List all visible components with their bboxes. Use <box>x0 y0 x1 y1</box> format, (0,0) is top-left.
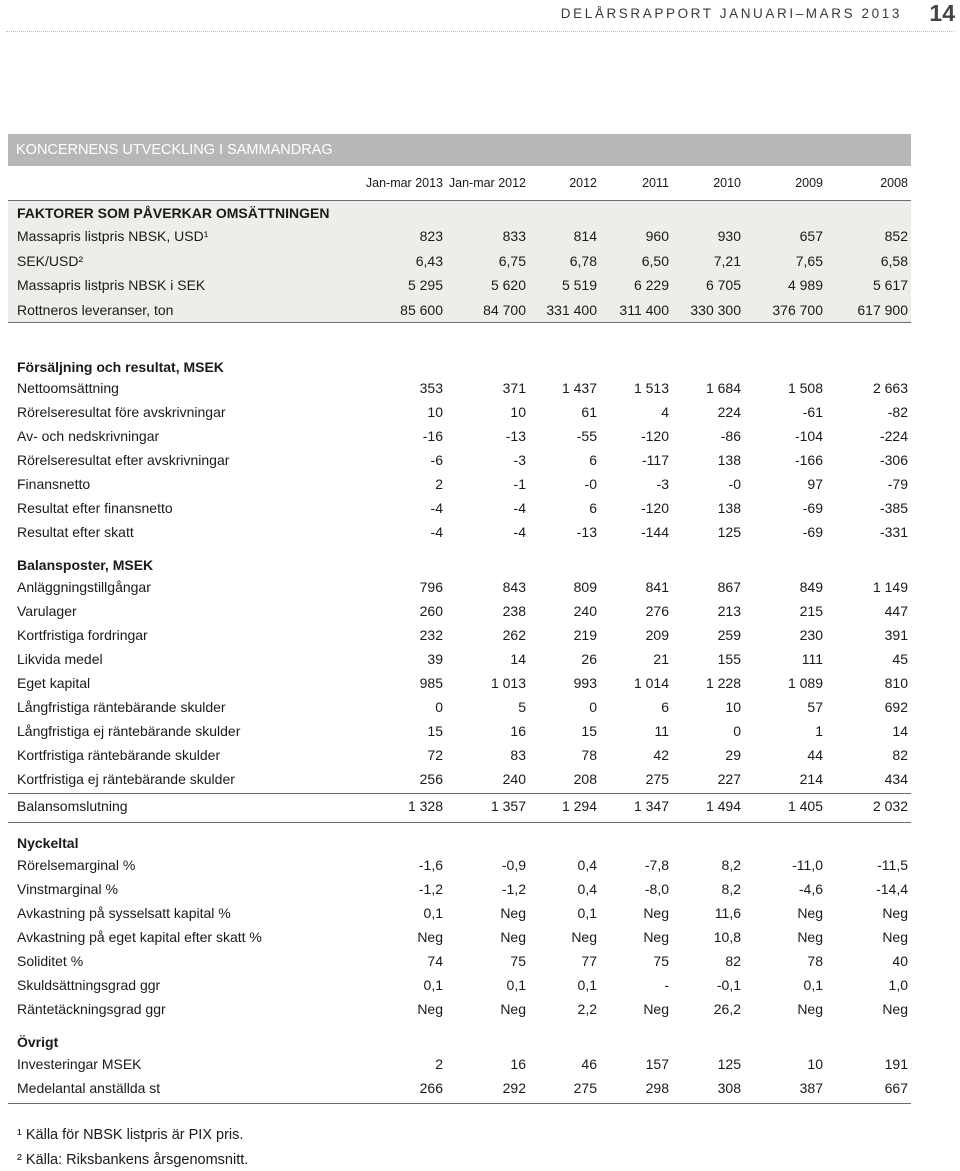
row-label: Rörelseresultat efter avskrivningar <box>17 452 230 468</box>
cell: 232 <box>419 627 443 643</box>
cell: 292 <box>502 1080 526 1096</box>
cell: -3 <box>513 452 526 468</box>
table-row <box>0 627 960 647</box>
column-header: 2011 <box>642 176 669 190</box>
table-row <box>0 428 960 448</box>
table-row <box>0 1080 960 1100</box>
cell: 219 <box>573 627 597 643</box>
table-rule <box>8 1103 911 1104</box>
cell: 311 400 <box>619 302 669 319</box>
cell: 371 <box>502 380 526 396</box>
cell: -79 <box>887 476 908 492</box>
cell: -13 <box>505 428 526 444</box>
cell: 796 <box>419 579 443 595</box>
cell: 434 <box>884 771 908 787</box>
cell: 209 <box>645 627 669 643</box>
cell: -55 <box>576 428 597 444</box>
cell: 78 <box>807 953 823 969</box>
cell: 138 <box>717 500 741 516</box>
cell: 1 513 <box>633 380 669 396</box>
cell: 809 <box>573 579 597 595</box>
table-row <box>0 747 960 767</box>
cell: 391 <box>884 627 908 643</box>
cell: -1,6 <box>418 857 443 873</box>
table-row <box>0 857 960 877</box>
cell: 224 <box>717 404 741 420</box>
cell: -0,9 <box>501 857 526 873</box>
cell: Neg <box>797 1001 823 1017</box>
cell: 155 <box>717 651 741 667</box>
row-label: Soliditet % <box>17 953 84 969</box>
cell: 657 <box>799 228 823 244</box>
table-row <box>0 452 960 472</box>
cell: 208 <box>573 771 597 787</box>
cell: 2 663 <box>872 380 908 396</box>
cell: -4 <box>513 524 526 540</box>
table-row <box>0 699 960 719</box>
cell: 78 <box>581 747 597 763</box>
cell: 266 <box>419 1080 443 1096</box>
group2-title: Försäljning och resultat, MSEK <box>17 359 224 375</box>
row-label: Resultat efter skatt <box>17 524 134 540</box>
table-row <box>0 603 960 623</box>
cell: 82 <box>725 953 741 969</box>
cell: -0 <box>728 476 741 492</box>
cell: 1 089 <box>787 675 823 691</box>
cell: 6 <box>589 500 597 516</box>
cell: 0,1 <box>423 977 443 993</box>
cell: 75 <box>653 953 669 969</box>
cell: 7,21 <box>713 252 741 269</box>
table-row <box>0 771 960 791</box>
cell: 0,4 <box>577 881 597 897</box>
column-header: 2008 <box>880 176 908 190</box>
cell: 8,2 <box>721 857 741 873</box>
cell: 46 <box>581 1056 597 1072</box>
cell: 157 <box>645 1056 669 1072</box>
cell: 1 508 <box>787 380 823 396</box>
cell: 77 <box>581 953 597 969</box>
cell: Neg <box>882 929 908 945</box>
cell: 11,6 <box>714 905 741 921</box>
row-label: Massapris listpris NBSK, USD¹ <box>17 228 209 244</box>
cell: 867 <box>717 579 741 595</box>
cell: 138 <box>717 452 741 468</box>
cell: 667 <box>884 1080 908 1096</box>
table-row <box>0 476 960 496</box>
cell: 40 <box>892 953 908 969</box>
row-label: Avkastning på sysselsatt kapital % <box>17 905 231 921</box>
row-label: Nettoomsättning <box>17 380 119 396</box>
cell: 0 <box>435 699 443 715</box>
cell: 74 <box>427 953 443 969</box>
table-row <box>0 404 960 424</box>
cell: 1 347 <box>633 798 669 814</box>
cell: -166 <box>794 452 823 468</box>
cell: 6 229 <box>633 277 669 294</box>
cell: 5 295 <box>407 277 443 294</box>
cell: 57 <box>807 699 823 715</box>
cell: 387 <box>799 1080 823 1096</box>
cell: 1 013 <box>490 675 526 691</box>
cell: -11,5 <box>877 857 908 873</box>
cell: Neg <box>643 1001 669 1017</box>
cell: 5 519 <box>561 277 597 294</box>
column-header: Jan-mar 2012 <box>448 176 526 190</box>
table-row-total <box>0 798 960 818</box>
cell: 39 <box>427 651 443 667</box>
cell: 0,1 <box>577 905 597 921</box>
cell: 227 <box>717 771 741 787</box>
cell: 5 617 <box>872 277 908 294</box>
cell: 1 328 <box>407 798 443 814</box>
cell: Neg <box>882 905 908 921</box>
cell: 814 <box>573 228 597 244</box>
table-row <box>0 953 960 973</box>
row-label: Varulager <box>17 603 77 619</box>
column-header: 2010 <box>713 176 741 190</box>
row-label: Kortfristiga ej räntebärande skulder <box>17 771 235 787</box>
table-rule <box>8 200 911 201</box>
cell: 21 <box>653 651 669 667</box>
cell: 10 <box>427 404 443 420</box>
cell: 16 <box>510 723 526 739</box>
cell: -69 <box>802 524 823 540</box>
cell: 97 <box>807 476 823 492</box>
cell: 14 <box>510 651 526 667</box>
row-label: Långfristiga räntebärande skulder <box>17 699 226 715</box>
cell: 0,1 <box>803 977 823 993</box>
table-rule <box>8 822 911 823</box>
cell: 993 <box>573 675 597 691</box>
cell: 0 <box>733 723 741 739</box>
cell: 1 <box>815 723 823 739</box>
cell: -224 <box>879 428 908 444</box>
row-label: Rörelseresultat före avskrivningar <box>17 404 226 420</box>
row-label: Anläggningstillgångar <box>17 579 151 595</box>
cell: -144 <box>640 524 669 540</box>
cell: 1 437 <box>561 380 597 396</box>
cell: 353 <box>419 380 443 396</box>
group4-title: Nyckeltal <box>17 835 79 851</box>
cell: Neg <box>500 929 526 945</box>
table-row <box>0 500 960 520</box>
cell: Neg <box>417 929 443 945</box>
cell: -104 <box>794 428 823 444</box>
row-label: Likvida medel <box>17 651 103 667</box>
cell: 617 900 <box>857 302 908 319</box>
table-row <box>0 524 960 544</box>
cell: 256 <box>419 771 443 787</box>
cell: -8,0 <box>644 881 669 897</box>
header-divider <box>6 31 954 32</box>
table-row <box>0 675 960 695</box>
cell: 6 705 <box>705 277 741 294</box>
row-label: Kortfristiga räntebärande skulder <box>17 747 221 763</box>
cell: 6,50 <box>641 252 669 269</box>
cell: 15 <box>427 723 443 739</box>
cell: 260 <box>419 603 443 619</box>
footnote: ² Källa: Riksbankens årsgenomsnitt. <box>17 1152 249 1168</box>
cell: 29 <box>725 747 741 763</box>
table-row <box>0 929 960 949</box>
cell: 2 <box>435 476 443 492</box>
section-title: KONCERNENS UTVECKLING I SAMMANDRAG <box>16 142 333 158</box>
cell: 82 <box>892 747 908 763</box>
cell: 2 <box>435 1056 443 1072</box>
table-row <box>0 579 960 599</box>
cell: 1 149 <box>872 579 908 595</box>
cell: 84 700 <box>483 302 526 319</box>
cell: -0,1 <box>716 977 741 993</box>
page-number: 14 <box>929 0 955 26</box>
cell: 72 <box>427 747 443 763</box>
cell: -306 <box>879 452 908 468</box>
table-row <box>0 228 960 248</box>
group3-title: Balansposter, MSEK <box>17 557 154 573</box>
cell: 10 <box>510 404 526 420</box>
cell: 2 032 <box>872 798 908 814</box>
cell: 42 <box>653 747 669 763</box>
column-header: 2012 <box>569 176 597 190</box>
cell: 6 <box>589 452 597 468</box>
cell: -4 <box>513 500 526 516</box>
row-label: Kortfristiga fordringar <box>17 627 148 643</box>
column-header-row <box>0 176 960 196</box>
cell: 10 <box>807 1056 823 1072</box>
cell: 1 014 <box>633 675 669 691</box>
cell: -86 <box>720 428 741 444</box>
table-rule <box>8 793 911 794</box>
cell: 11 <box>654 723 669 739</box>
cell: 6,78 <box>569 252 597 269</box>
cell: -4 <box>430 500 443 516</box>
cell: Neg <box>797 929 823 945</box>
cell: 275 <box>573 1080 597 1096</box>
column-header: 2009 <box>795 176 823 190</box>
cell: Neg <box>417 1001 443 1017</box>
cell: 230 <box>799 627 823 643</box>
table-row <box>0 723 960 743</box>
cell: Neg <box>643 905 669 921</box>
cell: 262 <box>502 627 526 643</box>
row-label: Vinstmarginal % <box>17 881 118 897</box>
row-label: Rörelsemarginal % <box>17 857 136 873</box>
table-row <box>0 1056 960 1076</box>
cell: 849 <box>799 579 823 595</box>
cell: -117 <box>642 452 669 468</box>
cell: 330 300 <box>690 302 741 319</box>
cell: Neg <box>797 905 823 921</box>
cell: Neg <box>500 905 526 921</box>
cell: 238 <box>502 603 526 619</box>
cell: -61 <box>802 404 823 420</box>
row-label: Eget kapital <box>17 675 91 691</box>
cell: -120 <box>640 500 669 516</box>
cell: 276 <box>645 603 669 619</box>
row-label: Av- och nedskrivningar <box>17 428 160 444</box>
cell: 0,1 <box>506 977 526 993</box>
cell: 0 <box>589 699 597 715</box>
row-label: Långfristiga ej räntebärande skulder <box>17 723 241 739</box>
cell: -0 <box>584 476 597 492</box>
cell: 1 684 <box>705 380 741 396</box>
cell: 8,2 <box>721 881 741 897</box>
row-label: Finansnetto <box>17 476 91 492</box>
cell: -69 <box>802 500 823 516</box>
table-row <box>0 881 960 901</box>
table-row <box>0 1001 960 1021</box>
table-row <box>0 380 960 400</box>
cell: 1 405 <box>787 798 823 814</box>
footnote: ¹ Källa för NBSK listpris är PIX pris. <box>17 1127 244 1143</box>
cell: -16 <box>422 428 443 444</box>
row-label: Rottneros leveranser, ton <box>17 302 174 319</box>
cell: 75 <box>510 953 526 969</box>
cell: 6 <box>661 699 669 715</box>
cell: 240 <box>573 603 597 619</box>
table-row <box>0 905 960 925</box>
cell: 843 <box>502 579 526 595</box>
cell: -7,8 <box>644 857 669 873</box>
row-label: Resultat efter finansnetto <box>17 500 173 516</box>
cell: 83 <box>510 747 526 763</box>
table-row <box>0 253 960 273</box>
cell: 16 <box>510 1056 526 1072</box>
cell: 259 <box>717 627 741 643</box>
cell: 5 <box>518 699 526 715</box>
cell: 4 989 <box>787 277 823 294</box>
cell: 447 <box>884 603 908 619</box>
cell: 240 <box>502 771 526 787</box>
cell: 44 <box>807 747 823 763</box>
cell: 215 <box>799 603 823 619</box>
cell: -4 <box>430 524 443 540</box>
cell: Neg <box>571 929 597 945</box>
cell: -120 <box>640 428 669 444</box>
cell: 692 <box>884 699 908 715</box>
cell: -11,0 <box>792 857 823 873</box>
cell: 7,65 <box>795 252 823 269</box>
cell: 10 <box>725 699 741 715</box>
cell: 960 <box>645 228 669 244</box>
cell: 15 <box>581 723 597 739</box>
column-header: Jan-mar 2013 <box>365 176 443 190</box>
cell: -82 <box>887 404 908 420</box>
cell: 6,58 <box>880 252 908 269</box>
cell: 45 <box>892 651 908 667</box>
cell: -14,4 <box>876 881 908 897</box>
report-title: DELÅRSRAPPORT JANUARI–MARS 2013 <box>560 6 902 21</box>
table-row <box>0 302 960 322</box>
cell: -6 <box>430 452 443 468</box>
cell: -4,6 <box>798 881 823 897</box>
row-label: Skuldsättningsgrad ggr <box>17 977 161 993</box>
cell: 0,1 <box>577 977 597 993</box>
cell: 852 <box>884 228 908 244</box>
cell: -13 <box>576 524 597 540</box>
cell: 298 <box>645 1080 669 1096</box>
table-row <box>0 277 960 297</box>
cell: 1,0 <box>888 977 908 993</box>
cell: 14 <box>892 723 908 739</box>
cell: 111 <box>801 651 823 667</box>
cell: 6,75 <box>498 252 526 269</box>
cell: Neg <box>500 1001 526 1017</box>
cell: 1 357 <box>490 798 526 814</box>
cell: 125 <box>717 524 741 540</box>
cell: 833 <box>502 228 526 244</box>
cell: -331 <box>879 524 908 540</box>
cell: 26,2 <box>713 1001 741 1017</box>
cell: 85 600 <box>400 302 443 319</box>
cell: 1 294 <box>561 798 597 814</box>
cell: -1 <box>513 476 526 492</box>
cell: 841 <box>645 579 669 595</box>
cell: 308 <box>717 1080 741 1096</box>
cell: 331 400 <box>546 302 597 319</box>
cell: Neg <box>882 1001 908 1017</box>
cell: -385 <box>879 500 908 516</box>
cell: 5 620 <box>490 277 526 294</box>
cell: 376 700 <box>772 302 823 319</box>
cell: 0,4 <box>577 857 597 873</box>
row-label: Avkastning på eget kapital efter skatt % <box>17 929 262 945</box>
row-label: Balansomslutning <box>17 798 128 814</box>
cell: - <box>664 977 669 993</box>
cell: 275 <box>645 771 669 787</box>
row-label: Medelantal anställda st <box>17 1080 161 1096</box>
row-label: Investeringar MSEK <box>17 1056 142 1072</box>
cell: 1 228 <box>705 675 741 691</box>
group1-title: FAKTORER SOM PÅVERKAR OMSÄTTNINGEN <box>17 205 330 221</box>
cell: 214 <box>799 771 823 787</box>
cell: 125 <box>717 1056 741 1072</box>
cell: 213 <box>717 603 741 619</box>
cell: -3 <box>656 476 669 492</box>
cell: 61 <box>581 404 597 420</box>
table-row <box>0 651 960 671</box>
cell: 823 <box>419 228 443 244</box>
cell: 985 <box>419 675 443 691</box>
cell: 810 <box>884 675 908 691</box>
cell: Neg <box>643 929 669 945</box>
row-label: Massapris listpris NBSK i SEK <box>17 277 206 294</box>
row-label: SEK/USD² <box>17 252 84 269</box>
cell: 2,2 <box>577 1001 597 1017</box>
cell: 10,8 <box>713 929 741 945</box>
cell: -1,2 <box>501 881 526 897</box>
row-label: Räntetäckningsgrad ggr <box>17 1001 166 1017</box>
cell: 191 <box>884 1056 908 1072</box>
cell: 930 <box>717 228 741 244</box>
table-rule <box>8 322 911 323</box>
group5-title: Övrigt <box>17 1034 59 1050</box>
cell: 0,1 <box>423 905 443 921</box>
cell: 4 <box>661 404 669 420</box>
cell: 1 494 <box>705 798 741 814</box>
cell: 6,43 <box>415 252 443 269</box>
cell: -1,2 <box>418 881 443 897</box>
table-row <box>0 977 960 997</box>
cell: 26 <box>581 651 597 667</box>
